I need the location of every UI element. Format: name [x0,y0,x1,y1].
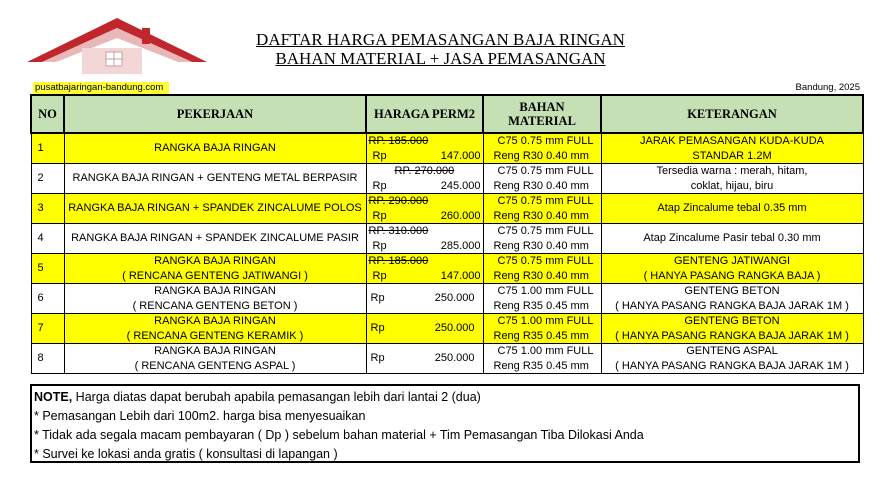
row-bahan-material [483,224,601,254]
currency-label: Rp [370,352,385,365]
old-price: RP. 290.000 [368,195,429,207]
table-row [31,133,863,164]
currency-label: Rp [372,209,387,222]
keterangan-line: ( HANYA PASANG RANGKA BAJA JARAK 1M ) [615,329,849,342]
keterangan-line: ( HANYA PASANG RANGKA BAJA JARAK 1M ) [615,359,849,372]
row-number: 4 [31,224,64,254]
row-keterangan [601,314,863,344]
col-header-bahan: BAHAN MATERIAL [483,95,601,133]
row-pekerjaan [64,344,366,374]
row-pekerjaan [64,164,366,194]
bahan-line: C75 0.75 mm FULL [497,255,594,267]
bahan-line: Reng R30 0.40 mm [493,209,589,222]
current-price: 147.000 [440,269,481,282]
row-bahan-material [483,344,601,374]
currency-label: Rp [372,239,387,252]
bahan-line: Reng R30 0.40 mm [493,269,589,282]
bahan-line: C75 0.75 mm FULL [497,135,594,147]
table-row [31,254,863,284]
current-price: 250.000 [434,322,475,335]
old-price: RP. 270.000 [394,165,455,177]
notes-box [30,384,860,463]
keterangan-line: ( HANYA PASANG RANGKA BAJA ) [643,269,821,282]
row-harga [366,194,483,224]
row-number: 5 [31,254,64,284]
pekerjaan-line: ( RENCANA GENTENG JATIWANGI ) [122,269,308,282]
row-pekerjaan [64,224,366,254]
row-number: 2 [31,164,64,194]
row-harga [366,284,483,314]
note-line-2: * Pemasangan Lebih dari 100m2. harga bisa menyesuaikan [34,409,366,423]
row-keterangan [601,194,863,224]
current-price: 250.000 [434,352,475,365]
pekerjaan-line: RANGKA BAJA RINGAN [154,142,276,155]
currency-label: Rp [370,322,385,335]
pekerjaan-line: RANGKA BAJA RINGAN [154,285,276,297]
keterangan-line: Atap Zincalume Pasir tebal 0.30 mm [643,232,821,245]
note-label: NOTE, [34,390,73,404]
keterangan-line: GENTENG ASPAL [686,345,778,357]
pekerjaan-line: RANGKA BAJA RINGAN + SPANDEK ZINCALUME POLOS [68,202,362,215]
row-number: 8 [31,344,64,374]
bahan-line: Reng R30 0.40 mm [493,179,589,192]
bahan-line: C75 0.75 mm FULL [497,165,594,177]
keterangan-line: Atap Zincalume tebal 0.35 mm [657,202,807,215]
location-year: Bandung, 2025 [795,82,860,93]
old-price: RP. 310.000 [368,225,429,237]
keterangan-line: JARAK PEMASANGAN KUDA-KUDA [640,135,824,147]
keterangan-line: STANDAR 1.2M [692,149,772,162]
row-number: 1 [31,133,64,164]
pekerjaan-line: RANGKA BAJA RINGAN [154,255,276,267]
pekerjaan-line: RANGKA BAJA RINGAN + SPANDEK ZINCALUME PASIR [71,232,359,245]
currency-label: Rp [372,149,387,162]
keterangan-line: ( HANYA PASANG RANGKA BAJA JARAK 1M ) [615,299,849,312]
row-keterangan [601,344,863,374]
currency-label: Rp [370,292,385,305]
row-bahan-material [483,194,601,224]
row-bahan-material [483,164,601,194]
row-bahan-material [483,314,601,344]
row-harga [366,164,483,194]
col-header-no: NO [31,95,64,133]
row-keterangan [601,164,863,194]
row-bahan-material [483,254,601,284]
row-harga [366,314,483,344]
bahan-line: Reng R35 0.45 mm [493,299,589,312]
bahan-line: Reng R30 0.40 mm [493,239,589,252]
currency-label: Rp [372,269,387,282]
bahan-line: Reng R35 0.45 mm [493,359,589,372]
old-price: RP. 185.000 [368,135,429,147]
pekerjaan-line: ( RENCANA GENTENG KERAMIK ) [126,329,304,342]
bahan-line: C75 1.00 mm FULL [497,285,594,297]
bahan-line: C75 0.75 mm FULL [497,225,594,237]
current-price: 260.000 [440,209,481,222]
bahan-line: Reng R30 0.40 mm [493,149,589,162]
note-line-3: * Tidak ada segala macam pembayaran ( Dp ) sebelum bahan material + Tim Pemasangan Tiba Dilokasi Anda [34,428,644,442]
col-header-keterangan: KETERANGAN [601,95,863,133]
row-number: 3 [31,194,64,224]
table-row [31,314,863,344]
col-header-harga: HARAGA PERM2 [366,95,483,133]
old-price: RP. 185.000 [368,255,429,267]
price-table [30,94,864,374]
bahan-line: C75 1.00 mm FULL [497,345,594,357]
row-harga [366,224,483,254]
table-row [31,344,863,374]
row-harga [366,133,483,164]
row-pekerjaan [64,314,366,344]
note-line-4: * Survei ke lokasi anda gratis ( konsultasi di lapangan ) [34,447,338,461]
row-pekerjaan [64,194,366,224]
table-body [31,133,863,374]
row-keterangan [601,133,863,164]
table-header-row [31,95,863,133]
row-harga [366,254,483,284]
bahan-line: Reng R35 0.45 mm [493,329,589,342]
currency-label: Rp [372,179,387,192]
table-row [31,284,863,314]
row-harga [366,344,483,374]
pekerjaan-line: ( RENCANA GENTENG BETON ) [132,299,298,312]
keterangan-line: GENTENG BETON [684,285,780,297]
row-bahan-material [483,133,601,164]
table-row [31,224,863,254]
row-pekerjaan [64,254,366,284]
pekerjaan-line: RANGKA BAJA RINGAN + GENTENG METAL BERPASIR [72,172,358,185]
website-link[interactable]: pusatbajaringan-bandung.com [33,82,169,94]
row-keterangan [601,284,863,314]
pekerjaan-line: RANGKA BAJA RINGAN [154,315,276,327]
bahan-line: C75 1.00 mm FULL [497,315,594,327]
note-line-1: NOTE, Harga diatas dapat berubah apabila pemasangan lebih dari lantai 2 (dua) [34,390,481,404]
keterangan-line: Tersedia warna : merah, hitam, [656,165,808,177]
row-keterangan [601,224,863,254]
row-bahan-material [483,284,601,314]
page-title-line1: DAFTAR HARGA PEMASANGAN BAJA RINGAN [256,30,625,49]
bahan-line: C75 0.75 mm FULL [497,195,594,207]
table-row [31,164,863,194]
keterangan-line: GENTENG JATIWANGI [673,255,791,267]
current-price: 245.000 [440,179,481,192]
keterangan-line: GENTENG BETON [684,315,780,327]
row-pekerjaan [64,284,366,314]
current-price: 250.000 [434,292,475,305]
row-pekerjaan [64,133,366,164]
pekerjaan-line: RANGKA BAJA RINGAN [154,345,276,357]
row-number: 7 [31,314,64,344]
row-number: 6 [31,284,64,314]
col-header-pekerjaan: PEKERJAAN [64,95,366,133]
row-keterangan [601,254,863,284]
current-price: 147.000 [440,149,481,162]
page-title-line2: BAHAN MATERIAL + JASA PEMASANGAN [275,49,606,68]
table-row [31,194,863,224]
pekerjaan-line: ( RENCANA GENTENG ASPAL ) [134,359,296,372]
current-price: 285.000 [440,239,481,252]
keterangan-line: coklat, hijau, biru [690,179,774,192]
